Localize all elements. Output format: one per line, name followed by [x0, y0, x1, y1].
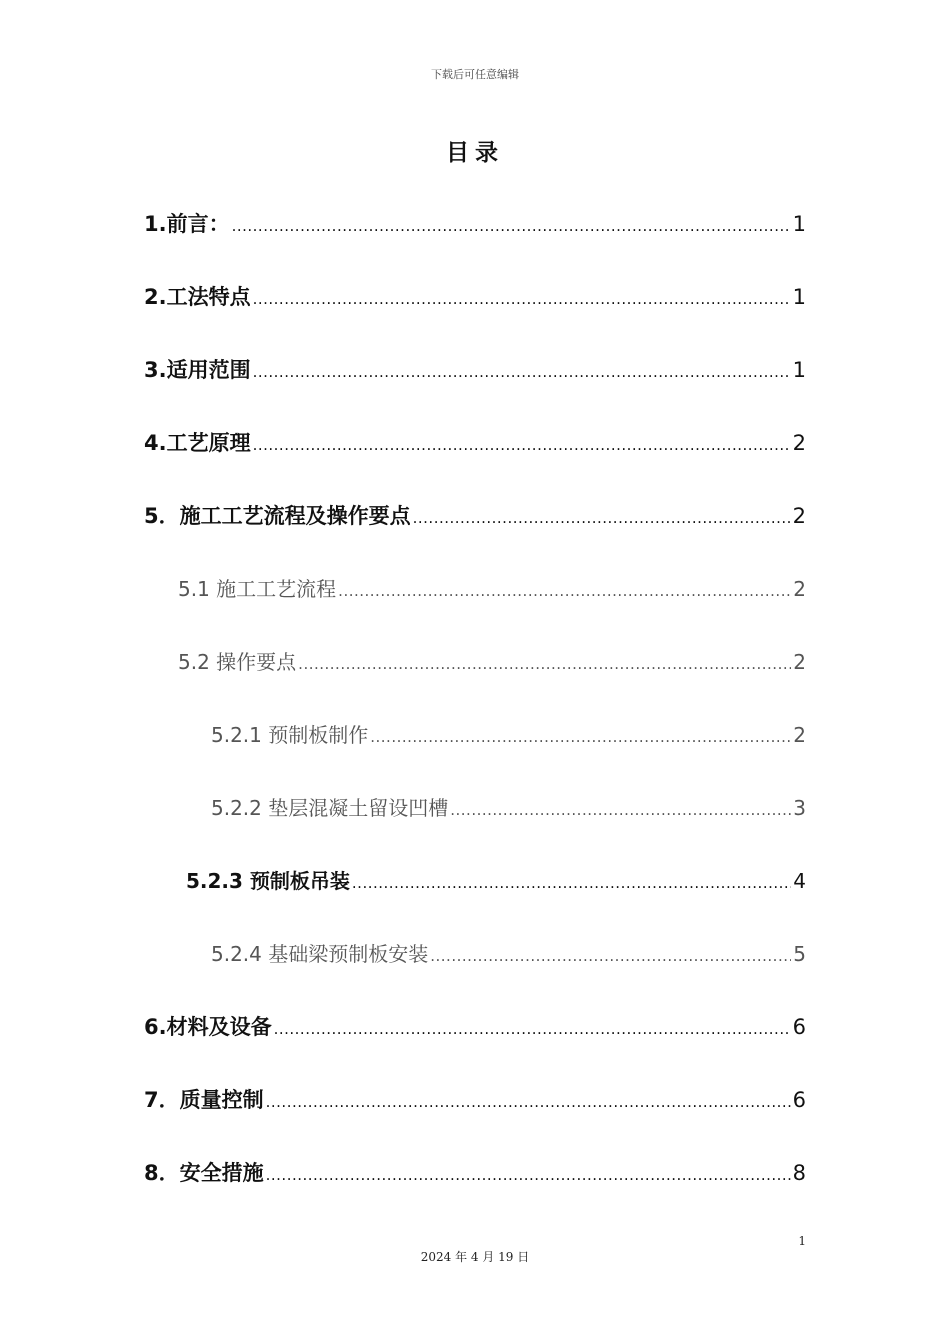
toc-entry-label: 5.2.4 基础梁预制板安装 — [211, 942, 429, 966]
toc-entry-label: 8．安全措施 — [144, 1161, 264, 1185]
toc-entry-label: 1.前言： — [144, 212, 230, 236]
toc-entry-features[interactable] — [144, 281, 806, 311]
toc-entry-label: 5.1 施工工艺流程 — [178, 577, 337, 601]
toc-entry-page: 3 — [793, 796, 806, 820]
toc-entry-page: 1 — [792, 358, 806, 382]
toc-entry-label: 5．施工工艺流程及操作要点 — [144, 504, 411, 528]
toc-leader-dots — [266, 1093, 791, 1111]
toc-entry-label: 3.适用范围 — [144, 358, 251, 382]
toc-entry-materials[interactable] — [144, 1011, 806, 1041]
toc-entry-prefab-hoisting[interactable] — [186, 865, 806, 895]
toc-leader-dots — [450, 801, 791, 819]
toc-entry-label: 5.2 操作要点 — [178, 650, 297, 674]
toc-entry-key-points[interactable] — [178, 646, 806, 676]
toc-leader-dots — [413, 509, 791, 527]
toc-entry-page: 2 — [793, 723, 806, 747]
toc-entry-label: 5.2.2 垫层混凝土留设凹槽 — [211, 796, 449, 820]
toc-entry-foreword[interactable] — [144, 208, 806, 238]
toc-entry-page: 1 — [792, 212, 806, 236]
toc-entry-page: 1 — [792, 285, 806, 309]
toc-entry-process-flow[interactable] — [178, 573, 806, 603]
toc-entry-process[interactable] — [144, 500, 806, 530]
toc-leader-dots — [352, 874, 791, 892]
toc-entry-label: 5.2.3 预制板吊装 — [186, 869, 350, 893]
toc-entry-cushion-groove[interactable] — [211, 792, 806, 822]
toc-entry-label: 4.工艺原理 — [144, 431, 251, 455]
toc-entry-prefab-making[interactable] — [211, 719, 806, 749]
toc-leader-dots — [274, 1020, 791, 1038]
toc-entry-label: 2.工法特点 — [144, 285, 251, 309]
toc-leader-dots — [232, 217, 791, 235]
toc-entry-page: 2 — [793, 650, 806, 674]
toc-entry-safety[interactable] — [144, 1157, 806, 1187]
toc-entry-beam-installation[interactable] — [211, 938, 806, 968]
toc-leader-dots — [370, 728, 791, 746]
toc-entry-page: 6 — [792, 1015, 806, 1039]
toc-leader-dots — [430, 947, 791, 965]
page-number: 1 — [798, 1234, 806, 1248]
toc-entry-page: 2 — [792, 504, 806, 528]
footer-date: 2024 年 4 月 19 日 — [420, 1250, 530, 1264]
toc-leader-dots — [253, 436, 791, 454]
toc-entry-page: 4 — [793, 869, 806, 893]
toc-leader-dots — [253, 363, 791, 381]
toc-entry-scope[interactable] — [144, 354, 806, 384]
toc-leader-dots — [298, 655, 791, 673]
toc-entry-label: 7．质量控制 — [144, 1088, 264, 1112]
page-title: 目录 — [446, 140, 504, 166]
toc-entry-label: 6.材料及设备 — [144, 1015, 272, 1039]
toc-leader-dots — [266, 1166, 791, 1184]
toc-entry-page: 6 — [792, 1088, 806, 1112]
header-note: 下载后可任意编辑 — [431, 68, 519, 81]
toc-entry-quality[interactable] — [144, 1084, 806, 1114]
toc-entry-page: 8 — [792, 1161, 806, 1185]
toc-entry-page: 5 — [793, 942, 806, 966]
toc-entry-page: 2 — [792, 431, 806, 455]
toc-entry-principle[interactable] — [144, 427, 806, 457]
toc-entry-label: 5.2.1 预制板制作 — [211, 723, 369, 747]
toc-entry-page: 2 — [793, 577, 806, 601]
toc-leader-dots — [338, 582, 791, 600]
toc-leader-dots — [253, 290, 791, 308]
